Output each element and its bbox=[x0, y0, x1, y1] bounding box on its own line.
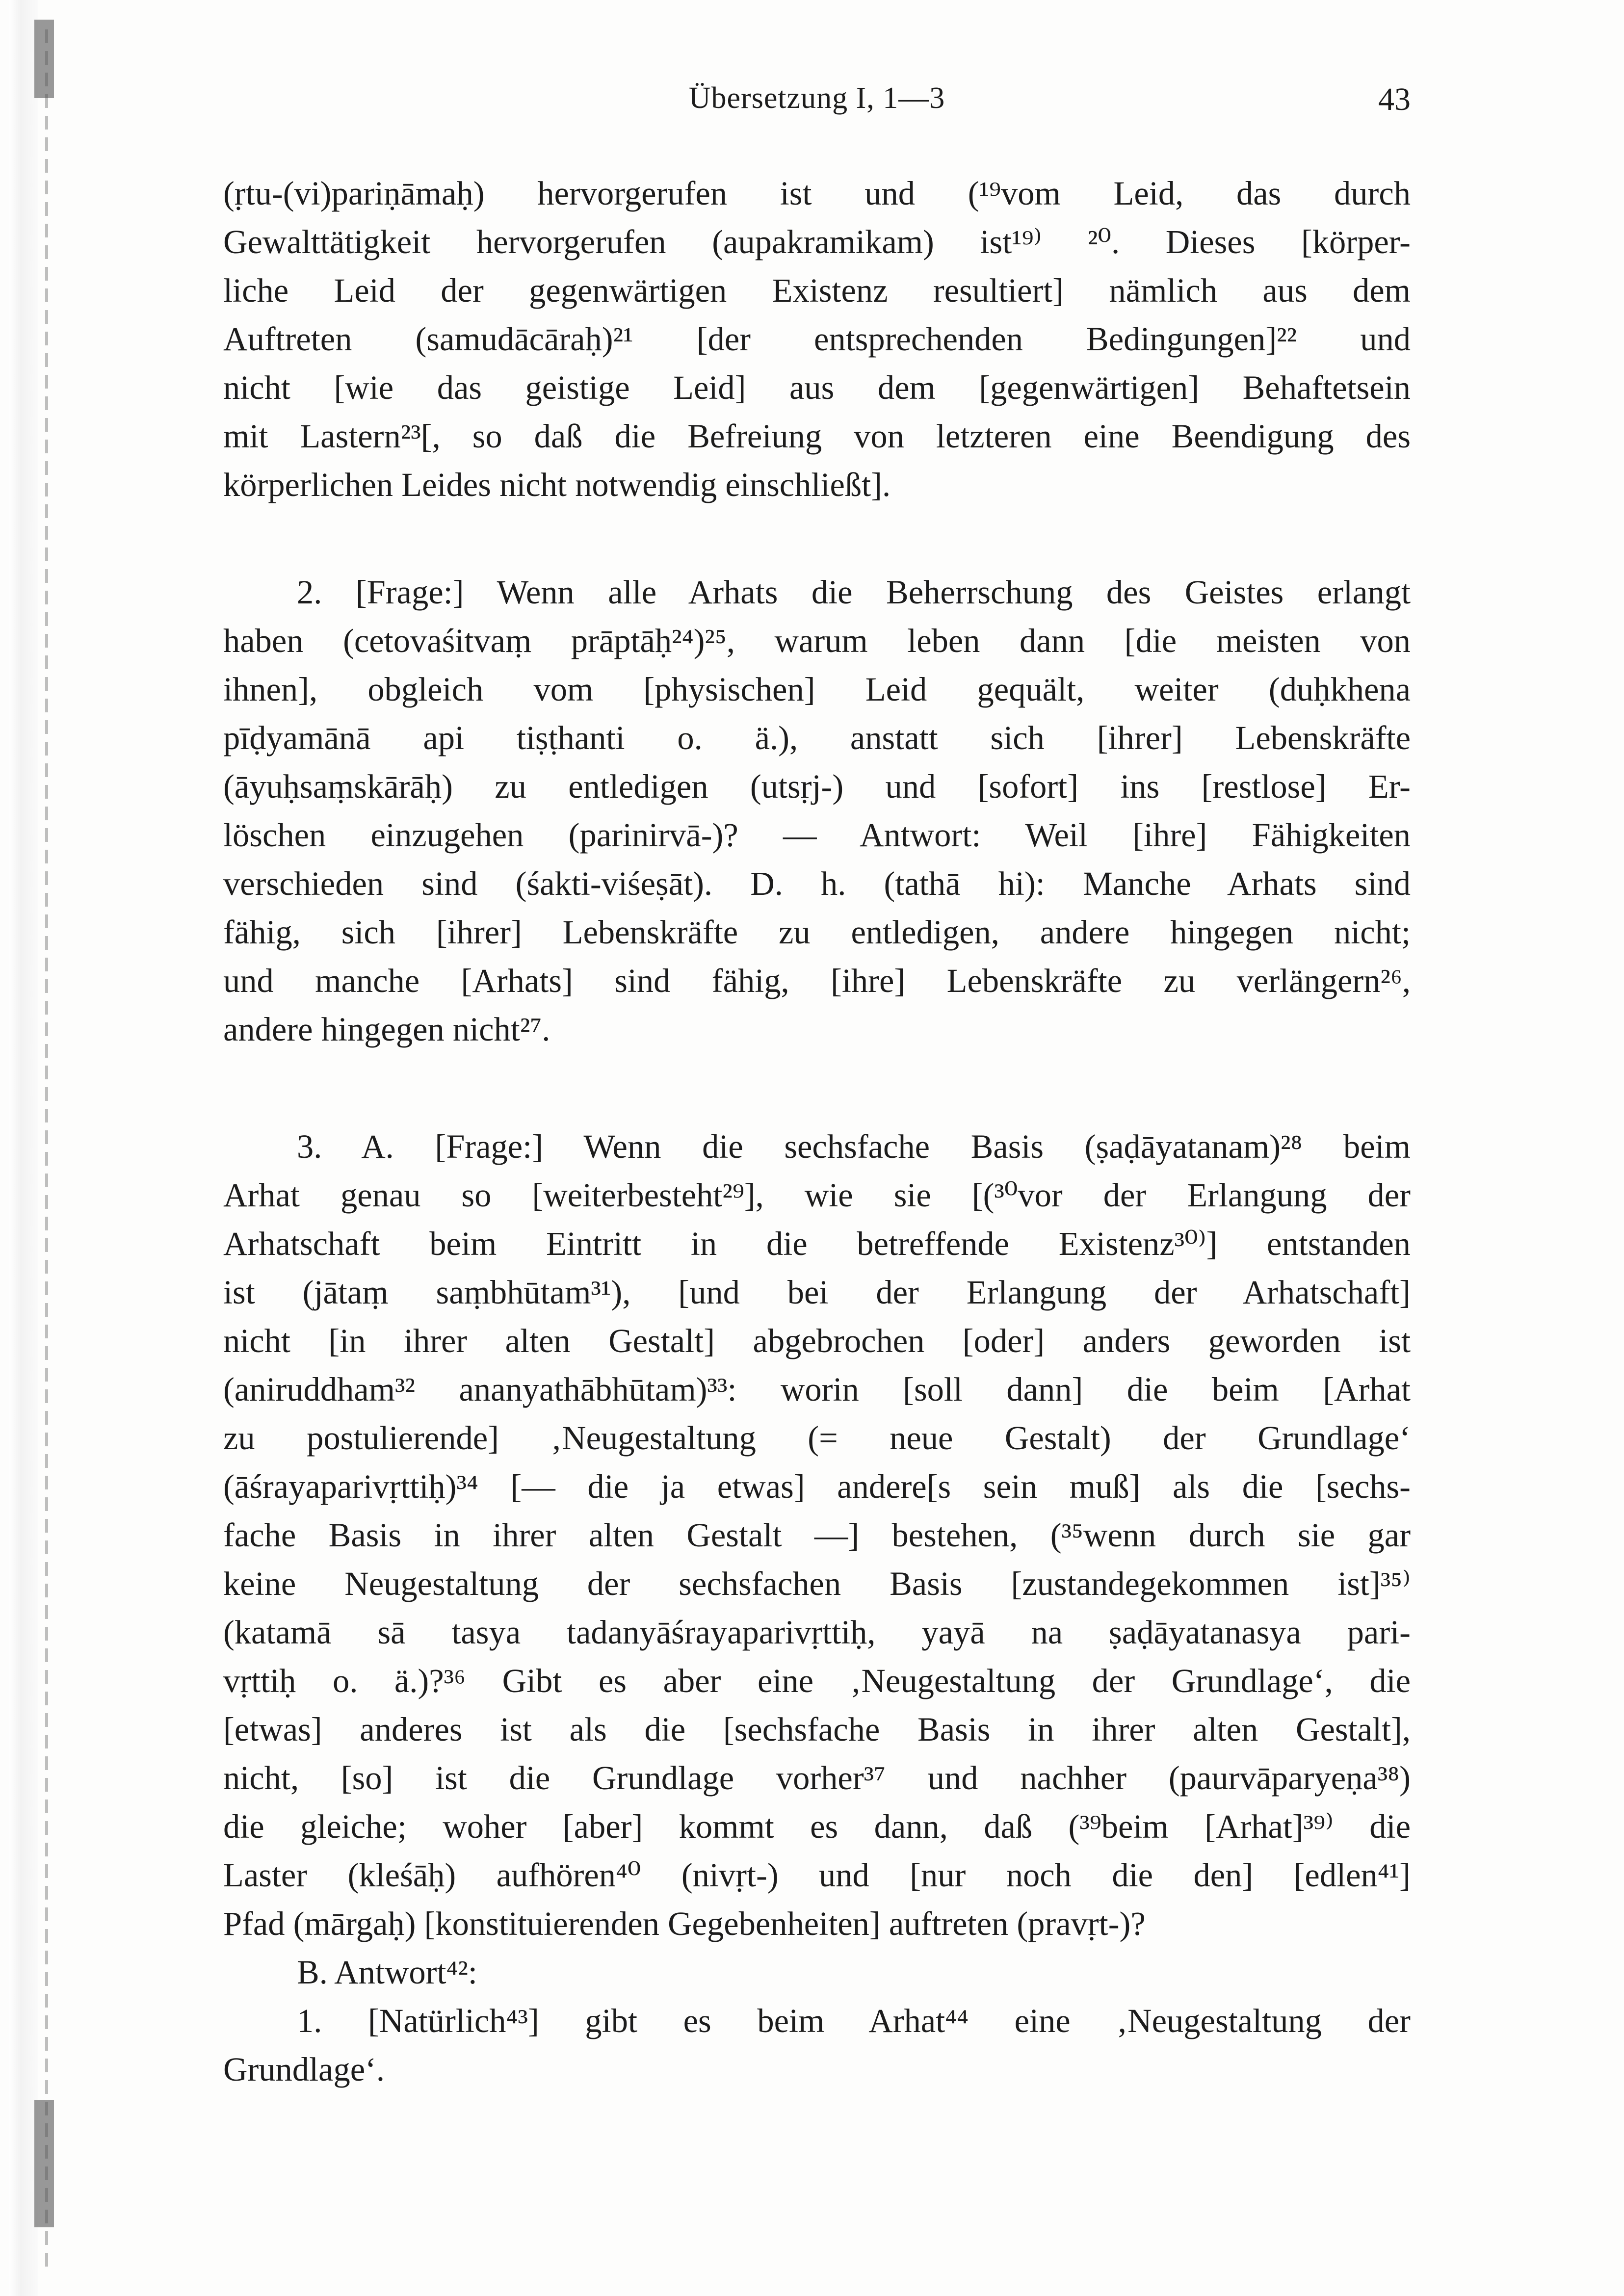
paragraph-answer-1 bbox=[223, 1997, 1411, 2094]
text-line: nicht [wie das geistige Leid] aus dem [gegenwärtigen] Behaftetsein bbox=[223, 369, 1411, 406]
text-line: (katamā sā tasya tadanyāśrayaparivṛttiḥ, yayā na ṣaḍāyatanasya pari- bbox=[223, 1614, 1411, 1651]
text-line: die gleiche; woher [aber] kommt es dann, daß (³⁹beim [Arhat]³⁹⁾ die bbox=[223, 1808, 1411, 1845]
text-line: vṛttiḥ o. ä.)?³⁶ Gibt es aber eine ‚Neugestaltung der Grundlage‘, die bbox=[223, 1662, 1411, 1699]
text-line: keine Neugestaltung der sechsfachen Basis [zustandegekommen ist]³⁵⁾ bbox=[223, 1565, 1411, 1602]
text-line: pīḍyamānā api tiṣṭhanti o. ä.), anstatt sich [ihrer] Lebenskräfte bbox=[223, 719, 1411, 757]
paragraph-continuation bbox=[223, 169, 1411, 509]
text-line: Gewalttätigkeit hervorgerufen (aupakramikam) ist¹⁹⁾ ²⁰. Dieses [körper- bbox=[223, 223, 1411, 261]
paragraph-section-2 bbox=[223, 568, 1411, 1054]
text-line: Grundlage‘. bbox=[223, 2051, 385, 2088]
text-line: ihnen], obgleich vom [physischen] Leid gequält, weiter (duḥkhena bbox=[223, 671, 1411, 708]
text-line: Auftreten (samudācāraḥ)²¹ [der entsprechenden Bedingungen]²² und bbox=[223, 320, 1411, 358]
text-line: Pfad (mārgaḥ) [konstituierenden Gegebenheiten] auftreten (pravṛt-)? bbox=[223, 1905, 1146, 1942]
text-line: verschieden sind (śakti-viśeṣāt). D. h. (tathā hi): Manche Arhats sind bbox=[223, 865, 1411, 902]
scan-edge-shadow bbox=[9, 0, 38, 2296]
text-line: 1. [Natürlich⁴³] gibt es beim Arhat⁴⁴ eine ‚Neugestaltung der bbox=[297, 2002, 1411, 2039]
text-line: B. Antwort⁴²: bbox=[297, 1954, 477, 1991]
text-line: nicht [in ihrer alten Gestalt] abgebrochen [oder] anders geworden ist bbox=[223, 1322, 1411, 1359]
text-line: Arhat genau so [weiterbesteht²⁹], wie sie [(³⁰vor der Erlangung der bbox=[223, 1176, 1411, 1214]
text-line: andere hingegen nicht²⁷. bbox=[223, 1011, 550, 1048]
text-line: liche Leid der gegenwärtigen Existenz resultiert] nämlich aus dem bbox=[223, 272, 1411, 309]
text-line: (aniruddham³² ananyathābhūtam)³³: worin [soll dann] die beim [Arhat bbox=[223, 1371, 1411, 1408]
text-line: ist (jātaṃ saṃbhūtam³¹), [und bei der Erlangung der Arhatschaft] bbox=[223, 1274, 1411, 1311]
text-line: löschen einzugehen (parinirvā-)? — Antwort: Weil [ihre] Fähigkeiten bbox=[223, 816, 1411, 854]
text-line: (āyuḥsaṃskārāḥ) zu entledigen (utsṛj-) und [sofort] ins [restlose] Er- bbox=[223, 768, 1411, 805]
text-line: fache Basis in ihrer alten Gestalt —] bestehen, (³⁵wenn durch sie gar bbox=[223, 1516, 1411, 1554]
page-number: 43 bbox=[1378, 81, 1411, 117]
text-line: und manche [Arhats] sind fähig, [ihre] Lebenskräfte zu verlängern²⁶, bbox=[223, 962, 1411, 999]
scan-artifact-mark bbox=[34, 20, 54, 98]
text-line: mit Lastern²³[, so daß die Befreiung von letzteren eine Beendigung des bbox=[223, 417, 1411, 455]
text-line: Arhatschaft beim Eintritt in die betreffende Existenz³⁰⁾] entstanden bbox=[223, 1225, 1411, 1262]
text-line: fähig, sich [ihrer] Lebenskräfte zu entledigen, andere hingegen nicht; bbox=[223, 913, 1411, 951]
page-header bbox=[223, 81, 1411, 125]
text-line: haben (cetovaśitvaṃ prāptāḥ²⁴)²⁵, warum leben dann [die meisten von bbox=[223, 622, 1411, 659]
text-line: 2. [Frage:] Wenn alle Arhats die Beherrschung des Geistes erlangt bbox=[297, 574, 1411, 611]
paragraph-answer-heading bbox=[223, 1948, 1411, 1997]
text-line: (āśrayaparivṛttiḥ)³⁴ [— die ja etwas] andere[s sein muß] als die [sechs- bbox=[223, 1468, 1411, 1505]
paragraph-section-3 bbox=[223, 1122, 1411, 1948]
scan-artifact-mark bbox=[34, 2100, 54, 2227]
text-line: nicht, [so] ist die Grundlage vorher³⁷ und nachher (paurvāparyeṇa³⁸) bbox=[223, 1759, 1411, 1797]
page-body bbox=[223, 169, 1411, 2094]
running-head: Übersetzung I, 1—3 bbox=[688, 81, 945, 115]
text-line: [etwas] anderes ist als die [sechsfache Basis in ihrer alten Gestalt], bbox=[223, 1711, 1411, 1748]
scan-edge-binding bbox=[45, 29, 48, 2267]
text-line: (ṛtu-(vi)pariṇāmaḥ) hervorgerufen ist und (¹⁹vom Leid, das durch bbox=[223, 175, 1411, 212]
text-line: zu postulierende] ‚Neugestaltung (= neue Gestalt) der Grundlage‘ bbox=[223, 1419, 1411, 1457]
text-line: 3. A. [Frage:] Wenn die sechsfache Basis (ṣaḍāyatanam)²⁸ beim bbox=[297, 1128, 1411, 1165]
text-line: Laster (kleśāḥ) aufhören⁴⁰ (nivṛt-) und [nur noch die den] [edlen⁴¹] bbox=[223, 1856, 1411, 1894]
text-line: körperlichen Leides nicht notwendig einschließt]. bbox=[223, 466, 891, 503]
